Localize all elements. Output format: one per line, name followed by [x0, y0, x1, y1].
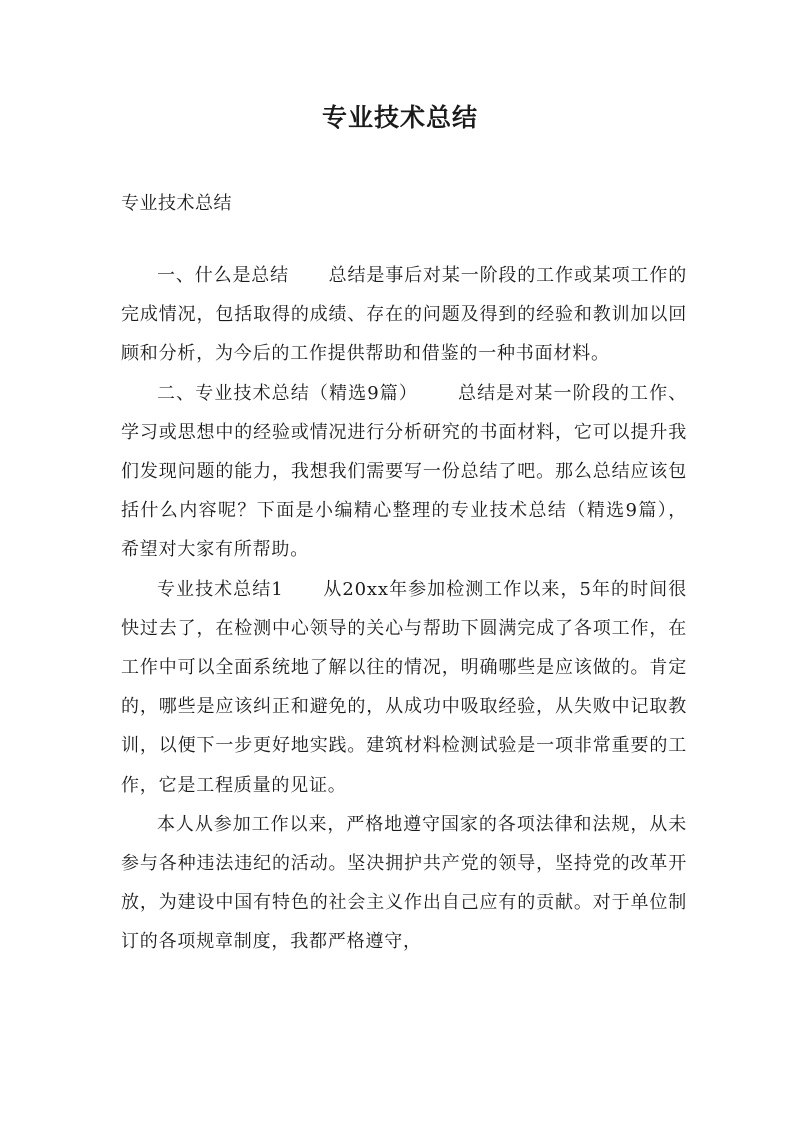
paragraph-compliance [121, 805, 687, 962]
paragraph-summary-one [121, 570, 687, 805]
paragraph-heading: 专业技术总结1 [157, 578, 284, 600]
paragraph-selected-nine [121, 374, 687, 570]
paragraph-text: 总结是对某一阶段的工作、学习或思想中的经验或情况进行分析研究的书面材料，它可以提升我们发现问题的能力，我想我们需要写一份总结了吧。那么总结应该包括什么内容呢？下面是小编精心整理的专业技术总结（精选9篇），希望对大家有所帮助。 [121, 382, 687, 561]
document-body [121, 256, 687, 962]
paragraph-text: 总结是事后对某一阶段的工作或某项工作的完成情况，包括取得的成绩、存在的问题及得到的经验和教训加以回顾和分析，为今后的工作提供帮助和借鉴的一种书面材料。 [121, 265, 687, 365]
paragraph-heading: 一、什么是总结 [157, 265, 290, 286]
document-subtitle: 专业技术总结 [121, 193, 232, 214]
paragraph-text: 从20xx年参加检测工作以来，5年的时间很快过去了，在检测中心领导的关心与帮助下圆满完成了各项工作，在工作中可以全面系统地了解以往的情况，明确哪些是应该做的。肯定的，哪些是应该纠正和避免的，从成功中吸取经验，从失败中记取教训，以便下一步更好地实践。建筑材料检测试验是一项非常重要的工作，它是工程质量的见证。 [121, 578, 687, 796]
paragraph-heading: 二、专业技术总结（精选9篇） [157, 382, 419, 404]
paragraph-text: 本人从参加工作以来，严格地遵守国家的各项法律和法规，从未参与各种违法违纪的活动。坚决拥护共产党的领导，坚持党的改革开放，为建设中国有特色的社会主义作出自己应有的贡献。对于单位制订的各项规章制度，我都严格遵守， [121, 813, 687, 953]
document-title: 专业技术总结 [321, 103, 478, 132]
paragraph-what-is-summary [121, 256, 687, 374]
